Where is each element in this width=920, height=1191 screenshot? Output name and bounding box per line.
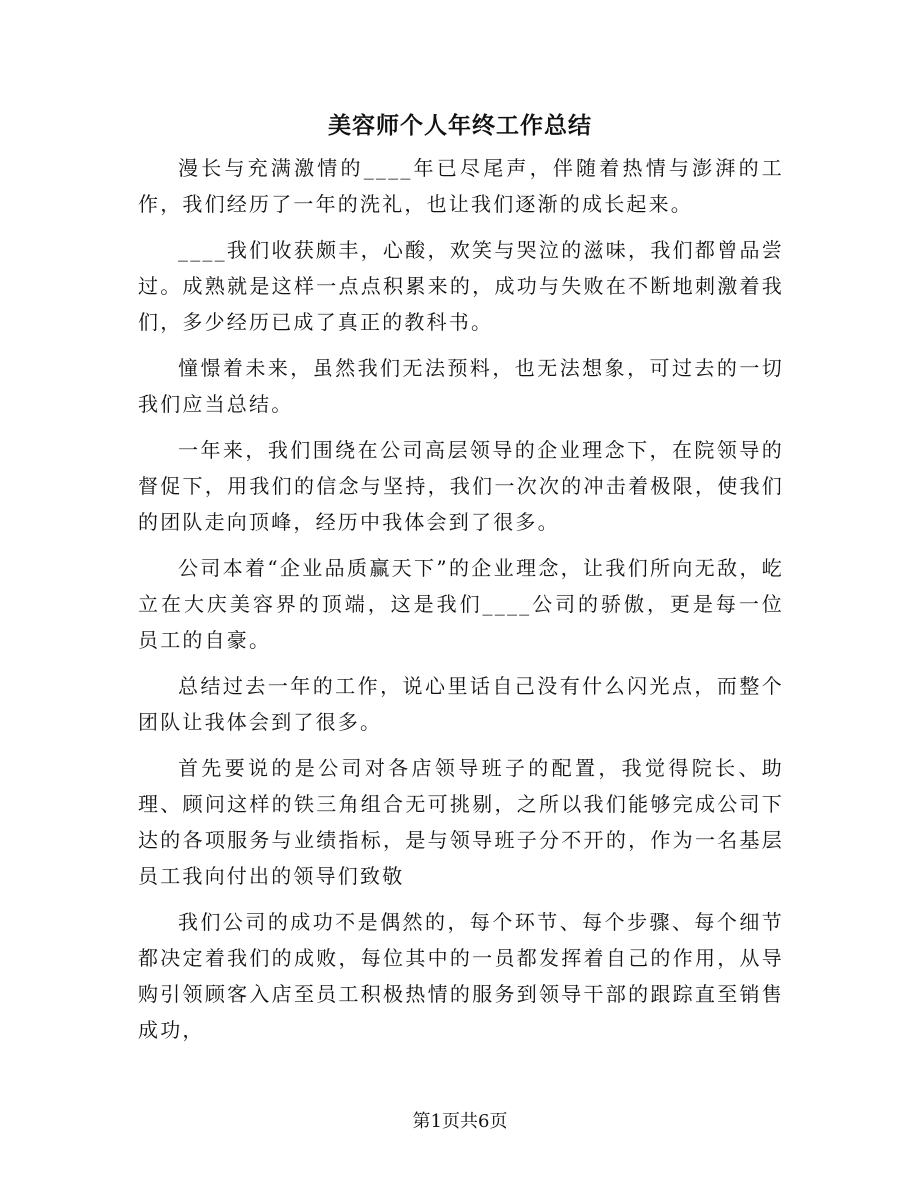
paragraph-1: 漫长与充满激情的____年已尽尾声，伴随着热情与澎湃的工作，我们经历了一年的洗礼，也让我们逐渐的成长起来。	[138, 156, 784, 216]
document-body	[138, 150, 784, 1058]
paragraph-7: 首先要说的是公司对各店领导班子的配置，我觉得院长、助理、顾问这样的铁三角组合无可挑剔，之所以我们能够完成公司下达的各项服务与业绩指标，是与领导班子分不开的，作为一名基层员工我向付出的领导们致敬	[138, 756, 784, 888]
paragraph-6: 总结过去一年的工作，说心里话自己没有什么闪光点，而整个团队让我体会到了很多。	[138, 674, 784, 734]
paragraph-4: 一年来，我们围绕在公司高层领导的企业理念下，在院领导的督促下，用我们的信念与坚持，我们一次次的冲击着极限，使我们的团队走向顶峰，经历中我体会到了很多。	[138, 438, 784, 534]
paragraph-8: 我们公司的成功不是偶然的，每个环节、每个步骤、每个细节都决定着我们的成败，每位其中的一员都发挥着自己的作用，从导购引领顾客入店至员工积极热情的服务到领导干部的跟踪直至销售成功，	[138, 910, 784, 1042]
page-number-footer: 第1页共6页	[412, 1111, 508, 1132]
paragraph-2: ____我们收获颇丰，心酸，欢笑与哭泣的滋味，我们都曾品尝过。成熟就是这样一点点积累来的，成功与失败在不断地刺激着我们，多少经历已成了真正的教科书。	[138, 238, 784, 334]
paragraph-3: 憧憬着未来，虽然我们无法预料，也无法想象，可过去的一切我们应当总结。	[138, 356, 784, 416]
document-title: 美容师个人年终工作总结	[328, 112, 592, 139]
paragraph-5: 公司本着“企业品质赢天下”的企业理念，让我们所向无敌，屹立在大庆美容界的顶端，这是我们____公司的骄傲，更是每一位员工的自豪。	[138, 556, 784, 652]
